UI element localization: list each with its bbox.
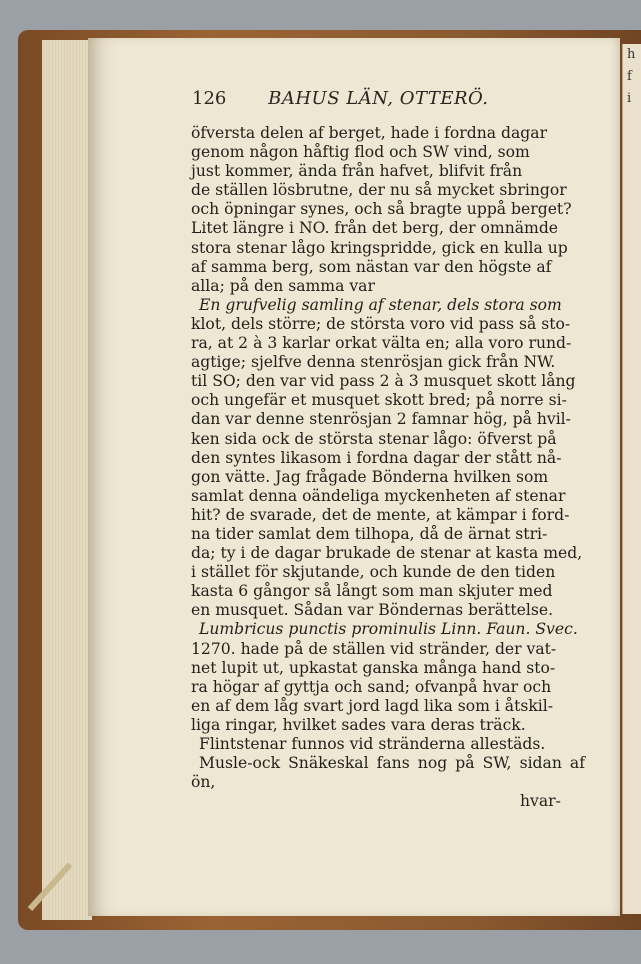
facing-page (622, 44, 641, 914)
text-line: Flintstenar funnos vid stränderna allestäds. (199, 735, 546, 753)
text-line: samlat denna oändeliga myckenheten af stenar (191, 486, 566, 505)
text-line: ra, at 2 à 3 karlar orkat välta en; alla voro rund- (191, 334, 572, 353)
text-line: Musle-ock Snäkeskal fans nog på SW, sidan af ön, (191, 754, 585, 792)
catchword: hvar- (520, 792, 561, 810)
text-line: af samma berg, som nästan var den högste af (191, 257, 552, 276)
text-line: en musquet. Sådan var Böndernas berättelse. (191, 601, 554, 620)
page-edges (42, 40, 92, 920)
text-line: liga ringar, hvilket sades vara deras träck. (191, 715, 526, 734)
text-line: kasta 6 gångor så långt som man skjuter med (191, 582, 553, 601)
text-line: en af dem låg svart jord lagd lika som i åtskil- (191, 696, 554, 715)
text-line: stora stenar lågo kringspridde, gick en kulla up (191, 238, 568, 257)
text-line: alla; på den samma var (191, 276, 375, 295)
text-line: ken sida ock de största stenar lågo: öfverst på (191, 429, 557, 448)
body-text (191, 124, 585, 792)
text-line: och ungefär et musquet skott bred; på norre si- (191, 391, 567, 410)
facing-letter: i (627, 91, 632, 106)
text-line: til SO; den var vid pass 2 à 3 musquet skott lång (191, 372, 576, 391)
text-line: i stället för skjutande, och kunde de den tiden (191, 563, 556, 582)
text-line: de ställen lösbrutne, der nu så mycket sbringor (191, 181, 567, 200)
text-line: ra högar af gyttja och sand; ofvanpå hvar och (191, 677, 552, 696)
text-line: da; ty i de dagar brukade de stenar at kasta med, (191, 544, 583, 563)
facing-letter: f (627, 69, 632, 84)
text-line: na tider samlat dem tilhopa, då de ärnat stri- (191, 524, 548, 543)
text-line: 1270. hade på de ställen vid stränder, der vat- (191, 639, 557, 658)
text-line: dan var denne stenrösjan 2 famnar hög, på hvil- (191, 410, 571, 429)
page-header (192, 88, 592, 109)
facing-letter: h (627, 47, 636, 62)
text-line: öfversta delen af berget, hade i fordna dagar (191, 124, 548, 142)
text-line: gon vätte. Jag frågade Bönderna hvilken som (191, 467, 549, 486)
text-line: hit? de svarade, det de mente, at kämpar i ford- (191, 505, 570, 524)
text-line: klot, dels större; de största voro vid pass så sto- (191, 314, 571, 333)
text-line: genom någon håftig flod och SW vind, som (191, 143, 530, 162)
text-line: Litet längre i NO. från det berg, der omnämde (191, 219, 559, 238)
text-line: just kommer, ända från hafvet, blifvit från (191, 162, 523, 181)
text-line: net lupit ut, upkastat ganska många hand sto- (191, 658, 556, 677)
text-line: och öpningar synes, och så bragte uppå berget? (191, 200, 572, 219)
page-number: 126 (192, 88, 227, 109)
text-line: En grufvelig samling af stenar, dels stora som (199, 295, 562, 314)
text-line: agtige; sjelfve denna stenrösjan gick från NW. (191, 353, 556, 372)
text-line: Lumbricus punctis prominulis Linn. Faun. Svec. (199, 620, 578, 639)
running-title: BAHUS LÄN, OTTERÖ. (268, 88, 489, 109)
text-line: den syntes likasom i fordna dagar der stått nå- (191, 448, 562, 467)
